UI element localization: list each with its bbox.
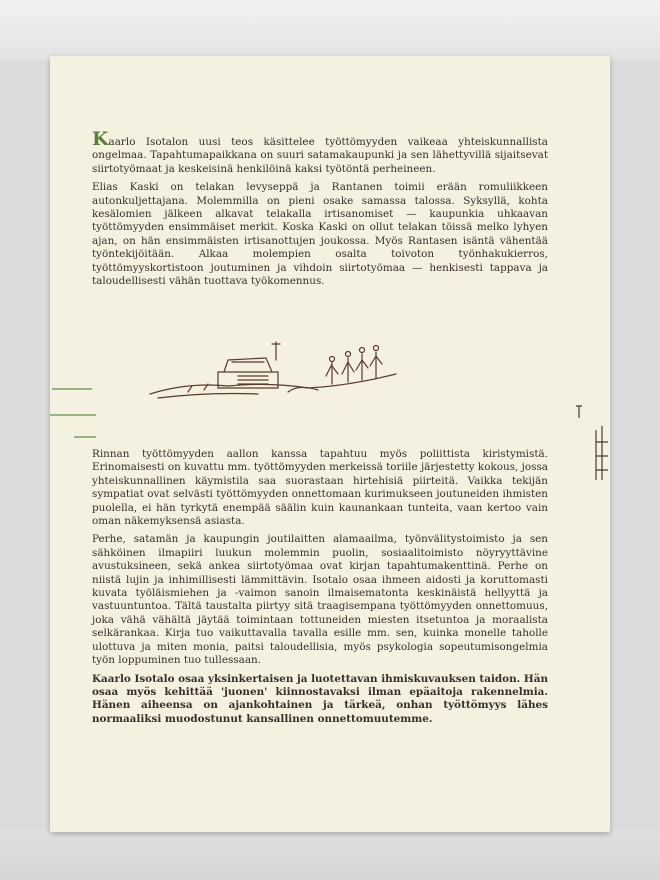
blurb-paragraph-1 <box>92 128 548 176</box>
blurb-paragraph-3: Rinnan työttömyyden aallon kanssa tapahtuu myös poliittista kiristymistä. Erinomaisesti on kuvattu mm. työttömyyden merkeissä toriile järjestetty kokous, jossa yhteiskunnallinen käymistila saa suorastaan hirtehisiä piirteitä. Vaikka tekijän sympatiat ovat selvästi työttömyyden onnettomaan kurimukseen joutuneiden ihmisten puolella, ei hän tyrkytä enempää säälin kuin kaunankaan tunteita, vaan kertoo vain oman näkemyksensä asiasta. <box>92 448 548 528</box>
neighbor-book-spine-edge <box>576 380 614 500</box>
green-stain-mark <box>52 388 92 390</box>
blurb-paragraph-2: Elias Kaski on telakan levyseppä ja Rantanen toimii erään romuliikkeen autonkuljettajana. Molemmilla on pieni osake samassa talossa. Syksyllä, kohta kesälomien jälkeen alkavat telakalla irtisanomiset — kaupunkia uhkaavan työttömyyden ensimmäiset merkit. Koska Kaski on ollut telakan töissä melko lyhyen ajan, on hän ensimmäisten irtisanottujen joukossa. Myös Rantasen isäntä vähentää työntekijöitään. Alkaa molempien osalta toivoton työnhakukierros, työttömyyskortistoon joutuminen ja vihdoin siirtotyömaa — henkisesti tappava ja taloudellisesti vähän tuottava työkomennus. <box>92 181 548 288</box>
blurb-top <box>92 128 548 293</box>
green-stain-mark <box>50 414 96 416</box>
paragraph-text: aarlo Isotalon uusi teos käsittelee työttömyyden vaikeaa yhteiskunnallista ongelmaa. Tapahtumapaikkana on suuri satamakaupunki ja sen lähettyvillä sijaitsevat siirtotyömaat ja keskeisinä henkilöinä kaksi työtöntä perheineen. <box>92 136 548 175</box>
background-top <box>0 0 660 60</box>
blurb-paragraph-closing: Kaarlo Isotalo osaa yksinkertaisen ja luotettavan ihmiskuvauksen taidon. Hän osaa myös kehittää 'juonen' kiinnostavaksi ilman epäaitoja rakennelmia. Hänen aiheensa on ajankohtainen ja tärkeä, onhan työttömyys lähes normaaliksi muodostunut kansallinen onnettomuutemme. <box>92 672 548 725</box>
background-bottom <box>0 830 660 880</box>
blurb-paragraph-4: Perhe, satamän ja kaupungin joutilaitten alamaailma, työnvälitystoimisto ja sen sähköinen ilmapiiri luukun molemmin puolin, sosiaalitoimisto nöyryyttävine avustuksineen, sekä ankea siirtotyömaa ovat kirjan tapahtumakenttinä. Perhe on niistä lujin ja inhimillisesti lämmittävin. Isotalo osaa ihmeen aidosti ja koruttomasti kuvata työläismiehen ja -vaimon sanoin ilmaisematonta keskinäistä hellyyttä ja vastuuntuntoa. Tältä taustalta piirtyy sitä traagisempana työttömyyden onnettomuus, joka vähä vähältä jäytää toimintaan tottuneiden miesten itsetuntoa ja moraalista selkärankaa. Kirja tuo vaikuttavalla tavalla esille mm. sen, kuinka monelle taholle ulottuva ja miten monia, paitsi taloudellisia, myös psykologia sopeutumisongelmia työn loppuminen tuo tullessaan. <box>92 533 548 667</box>
green-stain-mark <box>74 436 96 438</box>
drop-cap-letter: K <box>92 128 109 150</box>
harbor-sketch-illustration <box>148 332 398 412</box>
blurb-bottom <box>92 448 548 731</box>
